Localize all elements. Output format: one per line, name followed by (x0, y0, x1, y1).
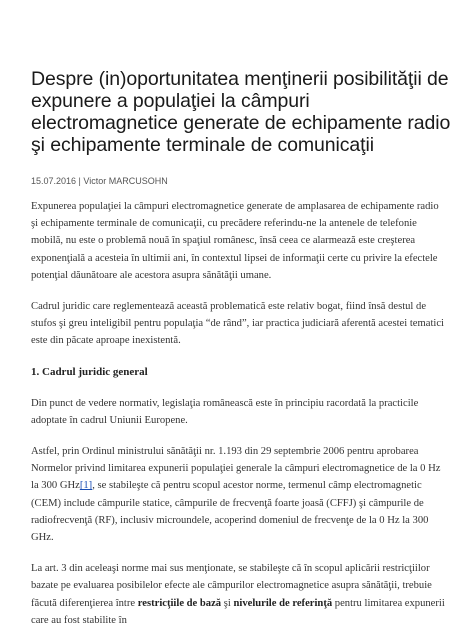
paragraph-intro: Expunerea populaţiei la câmpuri electromagnetice generate de amplasarea de echipamente radio şi echipamente terminale de comunicaţii, cu precădere referindu-ne la antenele de telefonie mobilă, nu este o problemă nouă în spaţiul românesc, însă ceea ce alarmează este creşterea exponenţială a acesteia în ultimii ani, în contextul lipsei de informaţii certe cu privire la efectele potenţial dăunătoare ale acestora asupra sănătăţii umane. (31, 201, 439, 281)
bold-basic-restrictions: restricţiile de bază (137, 597, 222, 609)
article-meta (31, 176, 168, 186)
paragraph-order (31, 443, 447, 546)
paragraph-normative: Din punct de vedere normativ, legislaţia românească este în principiu racordată la practicile adoptate în cadrul Uniunii Europene. (31, 397, 419, 426)
paragraph-article-3-text-a: La art. 3 din aceleaşi norme mai sus menţionate, se stabileşte că în scopul aplicării restricţiilor bazate pe evaluarea posibilelor efecte ale câmpurilor electromagnetice asupra sănătăţii, trebuie făcută diferenţierea între (31, 563, 432, 609)
paragraph-article-3-text-c: pentru limitarea expunerii care au fost stabilite în (31, 597, 445, 626)
paragraph-order-text-a: Astfel, prin Ordinul ministrului sănătăţii nr. 1.193 din 29 septembrie 2006 pentru aprobarea Normelor privind limitarea expunerii populaţiei generale la câmpuri electromagnetice de la 0 Hz la 300 GHz (31, 446, 441, 492)
article-body (31, 198, 447, 643)
footnote-link[interactable]: [1] (79, 480, 93, 492)
paragraph-article-3 (31, 560, 447, 629)
article-date: 15.07.2016 (31, 176, 77, 186)
bold-reference-levels: nivelurile de referinţă (233, 597, 333, 609)
paragraph-legal-framework: Cadrul juridic care reglementează această problematică este relativ bogat, fiind însă destul de stufos şi greu inteligibil pentru populaţia “de rând”, iar practica judiciară aferentă acestei tematici este din păcate aproape inexistentă. (31, 301, 444, 347)
paragraph-order-text-b: , se stabileşte că pentru scopul acestor norme, termenul câmp electromagnetic (CEM) include câmpurile statice, câmpurile de frecvenţă foarte joasă (CFFJ) şi câmpurile de radiofrecvenţă (RF), inclusiv microundele, acoperind domeniul de frecvenţe de la 0 Hz la 300 GHz. (31, 480, 429, 544)
meta-separator: | (76, 176, 84, 186)
article-author[interactable]: Victor MARCUSOHN (83, 176, 168, 186)
article-title: Despre (in)oportunitatea menţinerii posibilităţii de expunere a populaţiei la câmpuri electromagnetice generate de echipamente radio şi echipamente terminale de comunicaţii (31, 68, 451, 156)
paragraph-article-3-text-b: şi (221, 597, 234, 609)
section-heading: 1. Cadrul juridic general (31, 365, 148, 378)
